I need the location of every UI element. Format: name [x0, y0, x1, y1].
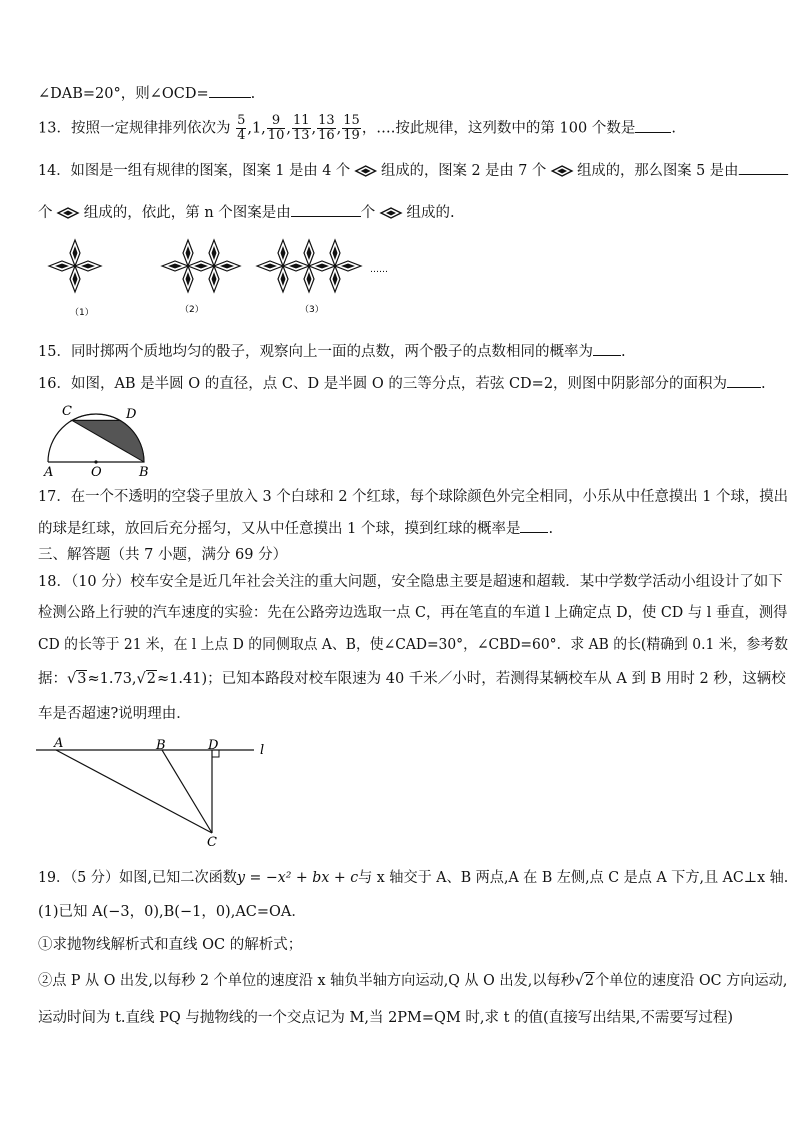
pattern-1 [49, 240, 101, 292]
question-17-line2: 的球是红球，放回后充分摇匀，又从中任意摸出 1 个球，摸到红球的概率是 . [38, 518, 553, 539]
semicircle-figure [40, 400, 160, 480]
question-18-line4: 据：√3≈1.73,√2≈1.41)；已知本路段对校车限速为 40 千米／小时，若测得某辆校车从 A 到 B 用时 2 秒，这辆校 [38, 671, 786, 687]
rhombus-icon [551, 165, 573, 177]
question-18-line1: 18．（10 分）校车安全是近几年社会关注的重大问题，安全隐患主要是超速和超载．某中学数学活动小组设计了如下 [38, 574, 783, 590]
q12-text: ∠DAB=20°，则∠OCD= [38, 86, 209, 102]
pattern-2 [162, 240, 240, 292]
section-heading: 三、解答题（共 7 小题，满分 69 分） [38, 547, 288, 563]
question-14-line2: 个 组成的，依此，第 n 个图案是由 个 组成的. [38, 202, 455, 223]
pattern-figure [40, 240, 420, 320]
question-19-line5: 运动时间为 t.直线 PQ 与抛物线的一个交点记为 M,当 2PM=QM 时,求 t 的值(直接写出结果,不需要写过程) [38, 1010, 733, 1026]
question-13: 13．按照一定规律排列依次为 $\frac{5}{4}$ ,1, $\frac{9}{10}$ , $\frac{11}{13}$ , $\frac{13}{16}$ , $\frac{15}{19}$ ，….按此规律，这列数中的第 100 个数是 . [38, 113, 676, 143]
label-o: O [91, 465, 102, 480]
answer-blank [635, 118, 671, 133]
rhombus-icon [57, 207, 79, 219]
fraction: $\frac{11}{13}$ [292, 113, 310, 143]
answer-blank [593, 341, 621, 356]
question-18-line5: 车是否超速?说明理由． [38, 706, 191, 722]
question-15: 15．同时掷两个质地均匀的骰子，观察向上一面的点数，两个骰子的点数相同的概率为 . [38, 341, 626, 362]
q12-tail: ∠DAB=20°，则∠OCD= . [38, 83, 255, 104]
question-19-line2: (1)已知 A(−3，0),B(−1，0),AC=OA． [38, 904, 306, 920]
fig-label-1: （1） [70, 308, 94, 318]
fraction: $\frac{13}{16}$ [318, 113, 335, 143]
label-a: A [44, 465, 54, 480]
label-d: D [126, 407, 137, 422]
fraction: $\frac{15}{19}$ [343, 113, 360, 143]
answer-blank [520, 518, 548, 533]
question-16: 16．如图，AB 是半圆 O 的直径，点 C、D 是半圆 O 的三等分点，若弦 CD=2，则图中阴影部分的面积为 . [38, 373, 766, 394]
question-17-line1: 17．在一个不透明的空袋子里放入 3 个白球和 2 个红球，每个球除颜色外完全相同，小乐从中任意摸出 1 个球，摸出 [38, 489, 788, 505]
label-c: C [207, 835, 217, 850]
label-a: A [54, 736, 64, 751]
question-14-line1: 14．如图是一组有规律的图案，图案 1 是由 4 个 组成的，图案 2 是由 7 个 组成的，那么图案 5 是由 [38, 160, 788, 181]
answer-blank [291, 202, 361, 217]
label-c: C [62, 404, 72, 419]
question-19-line1: 19．（5 分）如图,已知二次函数y = −x² + bx + c与 x 轴交于 A、B 两点,A 在 B 左侧,点 C 是点 A 下方,且 AC⊥x 轴. [38, 870, 789, 886]
road-figure [36, 735, 276, 850]
sqrt-3: √3 [67, 671, 87, 687]
question-18-line2: 检测公路上行驶的汽车速度的实验：先在公路旁边选取一点 C，再在笔直的车道 l 上确定点 D，使 CD 与 l 垂直，测得 [38, 605, 788, 621]
fraction: $\frac{5}{4}$ [237, 113, 246, 143]
answer-blank [727, 373, 761, 388]
question-19-line3: ①求抛物线解析式和直线 OC 的解析式； [38, 937, 303, 953]
question-19-line4: ②点 P 从 O 出发,以每秒 2 个单位的速度沿 x 轴负半轴方向运动,Q 从 O 出发,以每秒√2个单位的速度沿 OC 方向运动, [38, 973, 788, 989]
rhombus-icon [355, 165, 377, 177]
answer-blank [209, 83, 251, 98]
question-18-line3: CD 的长等于 21 米，在 l 上点 D 的同侧取点 A、B，使∠CAD=30°，∠CBD=60°．求 AB 的长(精确到 0.1 米，参考数 [38, 637, 788, 653]
label-l: l [260, 743, 265, 758]
sqrt-2: √2 [574, 973, 594, 989]
answer-blank [738, 160, 787, 175]
fraction: $\frac{9}{10}$ [267, 113, 285, 143]
pattern-3 [257, 240, 361, 292]
fig-label-3: （3） [300, 305, 324, 315]
sqrt-2: √2 [136, 671, 157, 687]
label-d: D [208, 738, 219, 753]
rhombus-icon [380, 207, 402, 219]
formula: y = −x² + bx + c [236, 870, 359, 886]
fig-label-2: （2） [180, 305, 204, 315]
label-b: B [139, 465, 149, 480]
label-b: B [156, 738, 166, 753]
ellipsis: …… [370, 265, 388, 275]
